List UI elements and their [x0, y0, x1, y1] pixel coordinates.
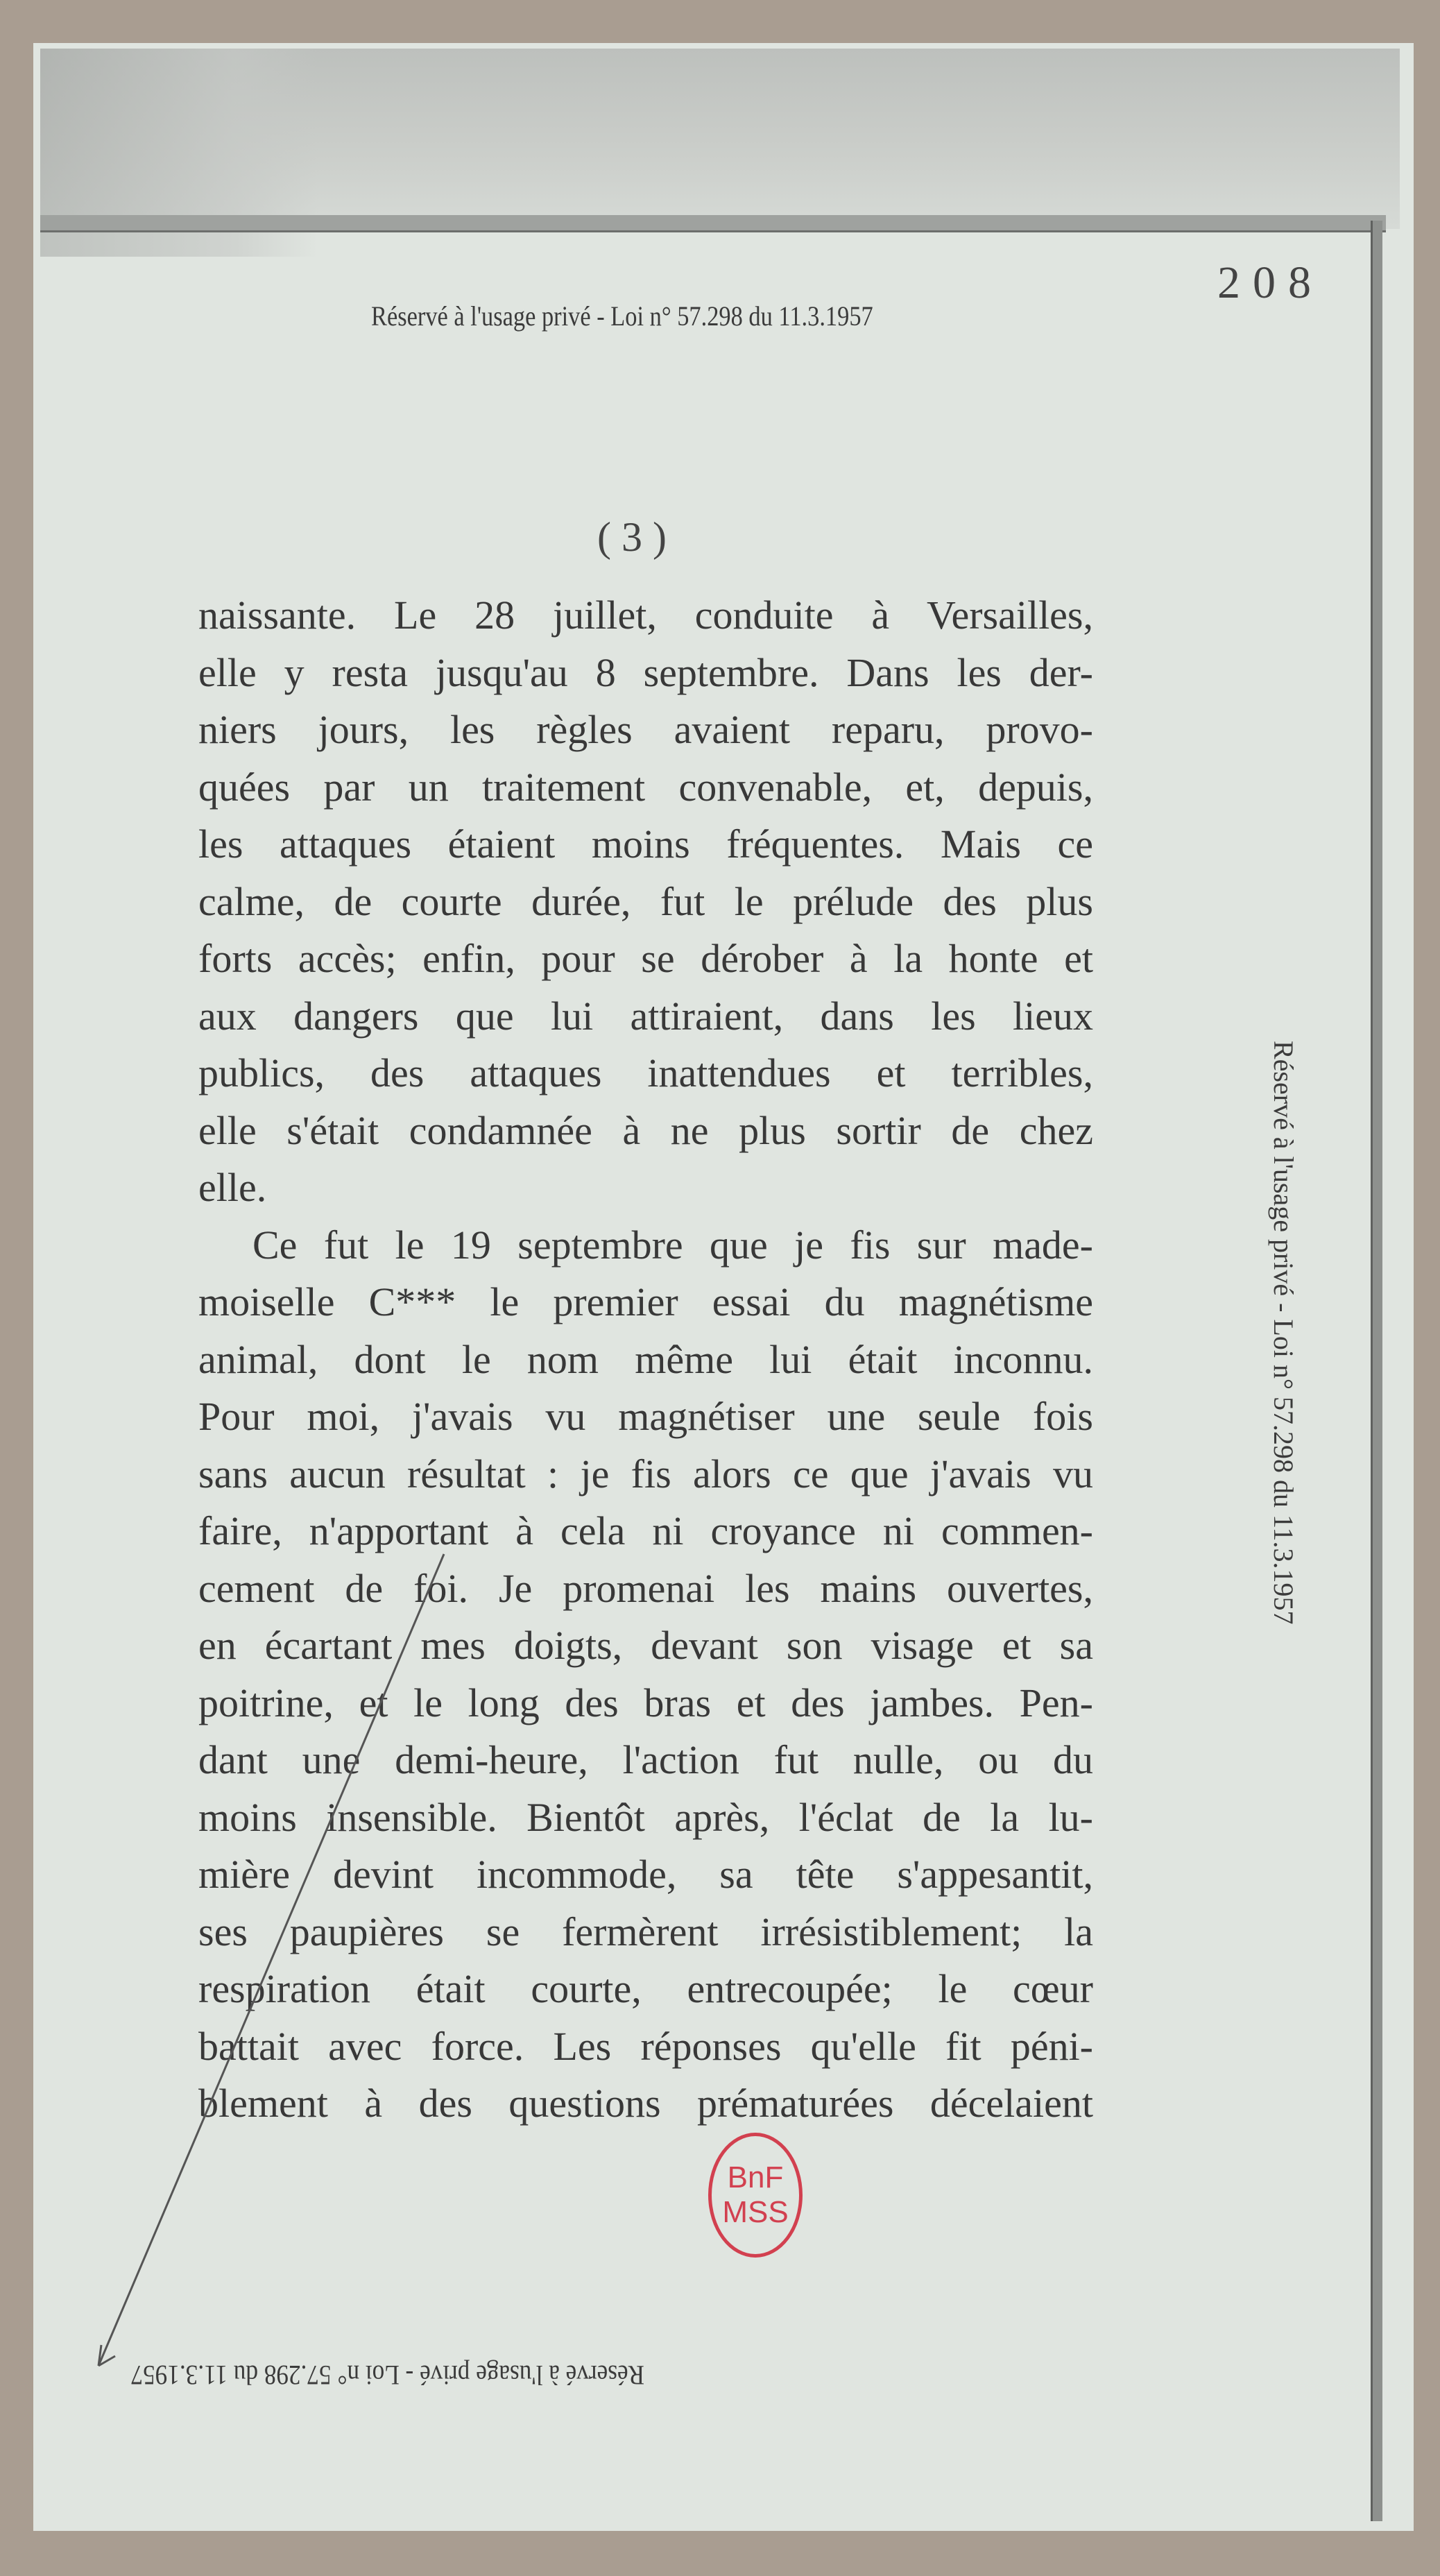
text-line: Ce fut le 19 septembre que je fis sur made-: [252, 1222, 1093, 1268]
stamp-line-1: BnF: [727, 2160, 784, 2194]
text-line: animal, dont le nom même lui était inconnu.: [198, 1336, 1093, 1382]
text-line: blement à des questions prématurées décelaient: [198, 2081, 1093, 2126]
side-copyright-notice: Réservé à l'usage privé - Loi n° 57.298 du 11.3.1957: [1268, 1041, 1299, 1625]
text-line: cement de foi. Je promenai les mains ouvertes,: [198, 1565, 1093, 1611]
text-line: moins insensible. Bientôt après, l'éclat de la lu-: [198, 1794, 1093, 1840]
text-line: ses paupières se fermèrent irrésistiblement; la: [198, 1909, 1093, 1954]
header-copyright-notice: Réservé à l'usage privé - Loi n° 57.298 du 11.3.1957: [371, 300, 873, 332]
folio-number: ( 3 ): [597, 514, 667, 560]
text-line: respiration était courte, entrecoupée; le cœur: [198, 1966, 1093, 2011]
pen-stroke-line: [98, 1554, 444, 2366]
text-line: Pour moi, j'avais vu magnétiser une seule fois: [198, 1394, 1093, 1439]
text-line: elle.: [198, 1165, 267, 1210]
text-line: aux dangers que lui attiraient, dans les lieux: [198, 993, 1093, 1039]
text-line: mière devint incommode, sa tête s'appesantit,: [198, 1852, 1093, 1897]
text-line: niers jours, les règles avaient reparu, provo-: [198, 707, 1093, 752]
bottom-copyright-notice-inverted: Réservé à l'usage privé - Loi n° 57.298 du 11.3.1957: [130, 2360, 645, 2391]
text-line: elle s'était condamnée à ne plus sortir de chez: [198, 1107, 1093, 1153]
stamp-line-2: MSS: [722, 2195, 789, 2229]
text-line: forts accès; enfin, pour se dérober à la honte et: [198, 936, 1093, 981]
text-line: calme, de courte durée, fut le prélude des plus: [198, 878, 1093, 924]
page-number: 208: [1217, 257, 1323, 308]
text-line: faire, n'apportant à cela ni croyance ni commen-: [198, 1508, 1093, 1553]
text-line: en écartant mes doigts, devant son visage et sa: [198, 1623, 1093, 1668]
text-line: les attaques étaient moins fréquentes. Mais ce: [198, 821, 1093, 867]
text-line: elle y resta jusqu'au 8 septembre. Dans les der-: [198, 649, 1093, 695]
text-line: sans aucun résultat : je fis alors ce que j'avais vu: [198, 1451, 1093, 1496]
text-line: publics, des attaques inattendues et terribles,: [198, 1050, 1093, 1095]
text-line: naissante. Le 28 juillet, conduite à Versailles,: [198, 592, 1093, 638]
text-line: dant une demi-heure, l'action fut nulle, ou du: [198, 1737, 1093, 1782]
text-line: quées par un traitement convenable, et, depuis,: [198, 764, 1093, 810]
text-line: poitrine, et le long des bras et des jambes. Pen-: [198, 1680, 1093, 1725]
text-line: moiselle C*** le premier essai du magnétisme: [198, 1279, 1093, 1324]
text-line: battait avec force. Les réponses qu'elle fit péni-: [198, 2023, 1093, 2069]
